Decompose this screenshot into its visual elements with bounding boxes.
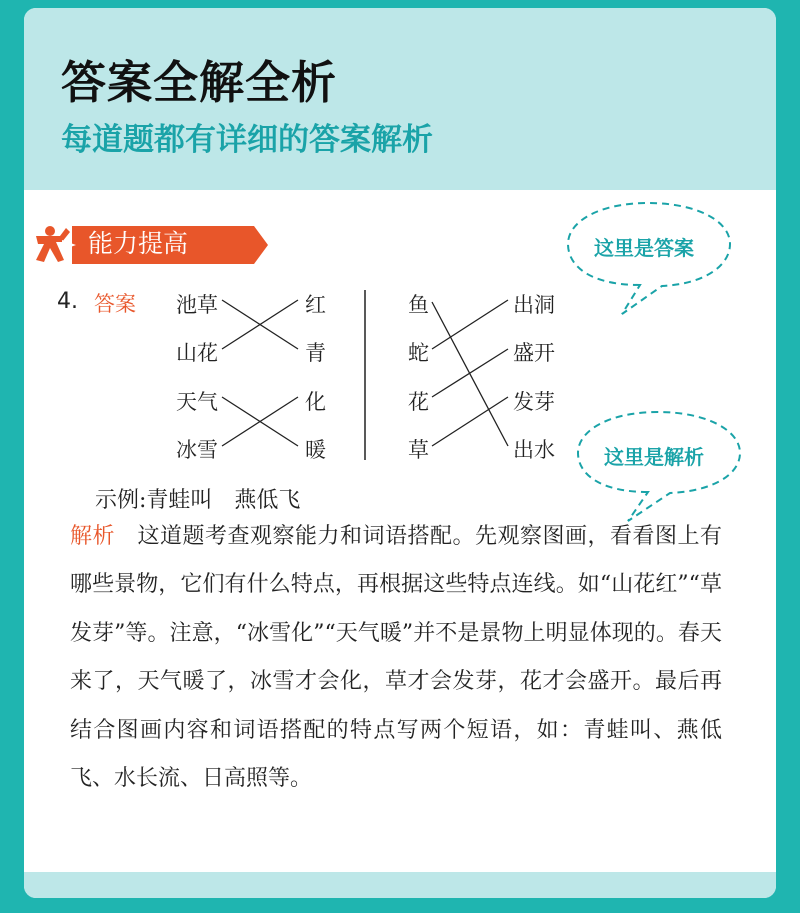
answer-callout: 这里是答案 [594, 236, 694, 260]
match-left-word: 冰雪 [176, 438, 218, 462]
analysis-text: 这道题考查观察能力和词语搭配。先观察图画，看看图上有哪些景物，它们有什么特点，再根据这些特点连线。如“山花红”“草发芽”等。注意，“冰雪化”“天气暖”并不是景物上明显体现的。春天来了，天气暖了，冰雪才会化，草才会发芽，花才会盛开。最后再结合图画内容和词语搭配的特点写两个短语，如：青蛙叫、燕低飞、水长流、日高照等。 [70, 524, 722, 792]
match-left-word: 天气 [176, 390, 218, 414]
match-right-word: 红 [305, 293, 326, 317]
match-left-word: 山花 [176, 341, 218, 365]
page-subtitle: 每道题都有详细的答案解析 [61, 122, 433, 158]
match-right-word: 出水 [513, 438, 555, 462]
match-right-word: 暖 [305, 438, 326, 462]
header-panel [24, 8, 776, 190]
example-text: 示例:青蛙叫 燕低飞 [95, 488, 301, 513]
match-right-word: 青 [305, 341, 326, 365]
match-left-word: 花 [408, 390, 429, 414]
page-title: 答案全解全析 [61, 56, 338, 109]
footer-strip [24, 872, 776, 898]
analysis-label: 解析 [70, 524, 115, 549]
answer-label: 答案 [94, 292, 136, 316]
match-left-word: 池草 [176, 293, 218, 317]
analysis-paragraph [70, 513, 722, 803]
question-number: 4. [57, 289, 78, 314]
match-right-word: 化 [305, 390, 326, 414]
match-right-word: 盛开 [513, 341, 555, 365]
match-left-word: 鱼 [408, 293, 429, 317]
runner-icon [36, 226, 76, 262]
match-right-word: 出洞 [513, 293, 555, 317]
match-left-word: 草 [408, 438, 429, 462]
match-right-word: 发芽 [513, 390, 555, 414]
analysis-callout: 这里是解析 [604, 445, 704, 469]
match-left-word: 蛇 [408, 341, 429, 365]
section-label: 能力提高 [88, 229, 189, 258]
